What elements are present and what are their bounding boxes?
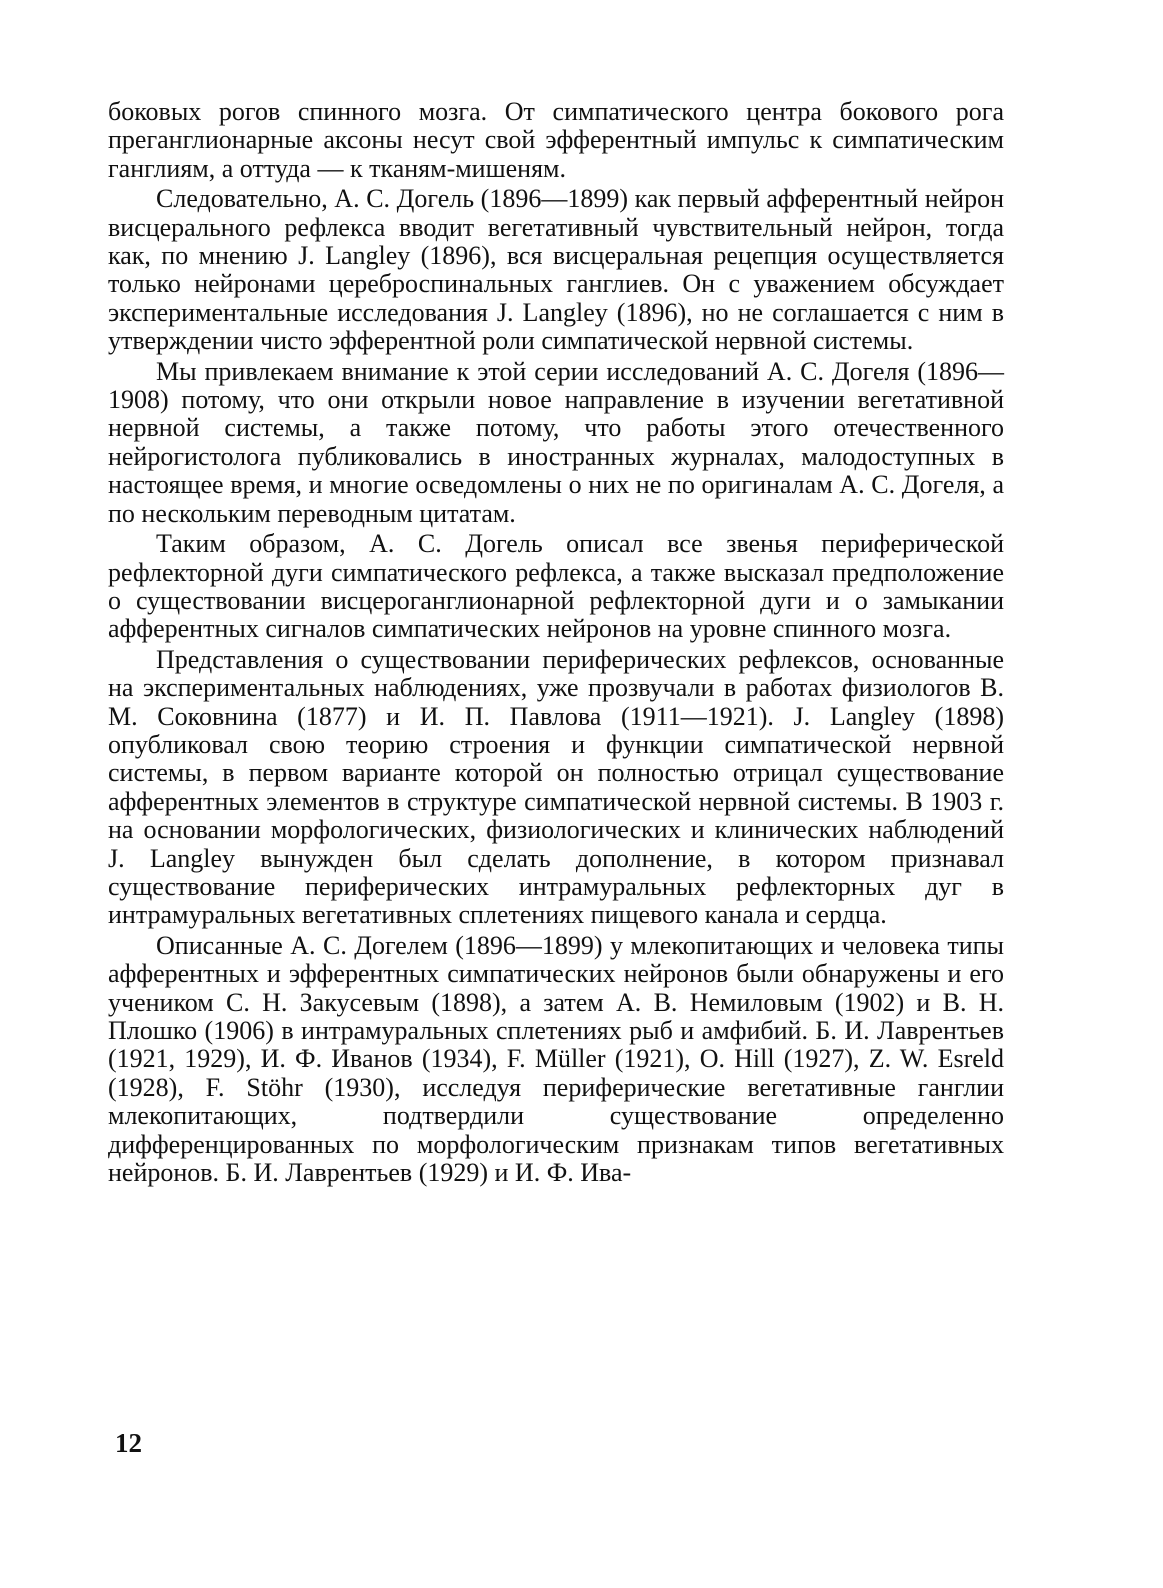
paragraph-6: Описанные А. С. Догелем (1896—1899) у млекопитающих и человека типы афферентных и эфферентных симпатических нейронов были обнаружены и его учеником С. Н. Закусевым (1898), а затем А. В. Немиловым (1902) и В. Н. Плошко (1906) в интрамуральных сплетениях рыб и амфибий. Б. И. Лаврентьев (1921, 1929), И. Ф. Иванов (1934), F. Müller (1921), O. Hill (1927), Z. W. Esreld (1928), F. Stöhr (1930), исследуя периферические вегетативные ганглии млекопитающих, подтвердили существование определенно дифференцированных по морфологическим признакам типов вегетативных нейронов. Б. И. Лаврентьев (1929) и И. Ф. Ива-	[108, 930, 1004, 1188]
paragraph-5: Представления о существовании периферических рефлексов, основанные на экспериментальных наблюдениях, уже прозвучали в работах физиологов В. М. Соковнина (1877) и И. П. Павлова (1911—1921). J. Langley (1898) опубликовал свою теорию строения и функции симпатической нервной системы, в первом варианте которой он полностью отрицал существование афферентных элементов в структуре симпатической нервной системы. В 1903 г. на основании морфологических, физиологических и клинических наблюдений J. Langley вынужден был сделать дополнение, в котором признавал существование периферических интрамуральных рефлекторных дуг в интрамуральных вегетативных сплетениях пищевого канала и сердца.	[108, 644, 1004, 930]
paragraph-3: Мы привлекаем внимание к этой серии исследований А. С. Догеля (1896—1908) потому, что они открыли новое направление в изучении вегетативной нервной системы, а также потому, что работы этого отечественного нейрогистолога публиковались в иностранных журналах, малодоступных в настоящее время, и многие осведомлены о них не по оригиналам А. С. Догеля, а по нескольким переводным цитатам.	[108, 356, 1004, 528]
page-number: 12	[115, 1428, 142, 1458]
body-text	[108, 98, 1004, 1187]
paragraph-2: Следовательно, А. С. Догель (1896—1899) как первый афферентный нейрон висцерального рефлекса вводит вегетативный чувствительный нейрон, тогда как, по мнению J. Langley (1896), вся висцеральная рецепция осуществляется только нейронами цереброспинальных ганглиев. Он с уважением обсуждает экспериментальные исследования J. Langley (1896), но не соглашается с ним в утверждении чисто эфферентной роли симпатической нервной системы.	[108, 184, 1004, 356]
paragraph-4: Таким образом, А. С. Догель описал все звенья периферической рефлекторной дуги симпатического рефлекса, а также высказал предположение о существовании висцероганглионарной рефлекторной дуги и о замыкании афферентных сигналов симпатических нейронов на уровне спинного мозга.	[108, 529, 1004, 644]
paragraph-1: боковых рогов спинного мозга. От симпатического центра бокового рога преганглионарные аксоны несут свой эфферентный импульс к симпатическим ганглиям, а оттуда — к тканям-мишеням.	[108, 97, 1004, 183]
